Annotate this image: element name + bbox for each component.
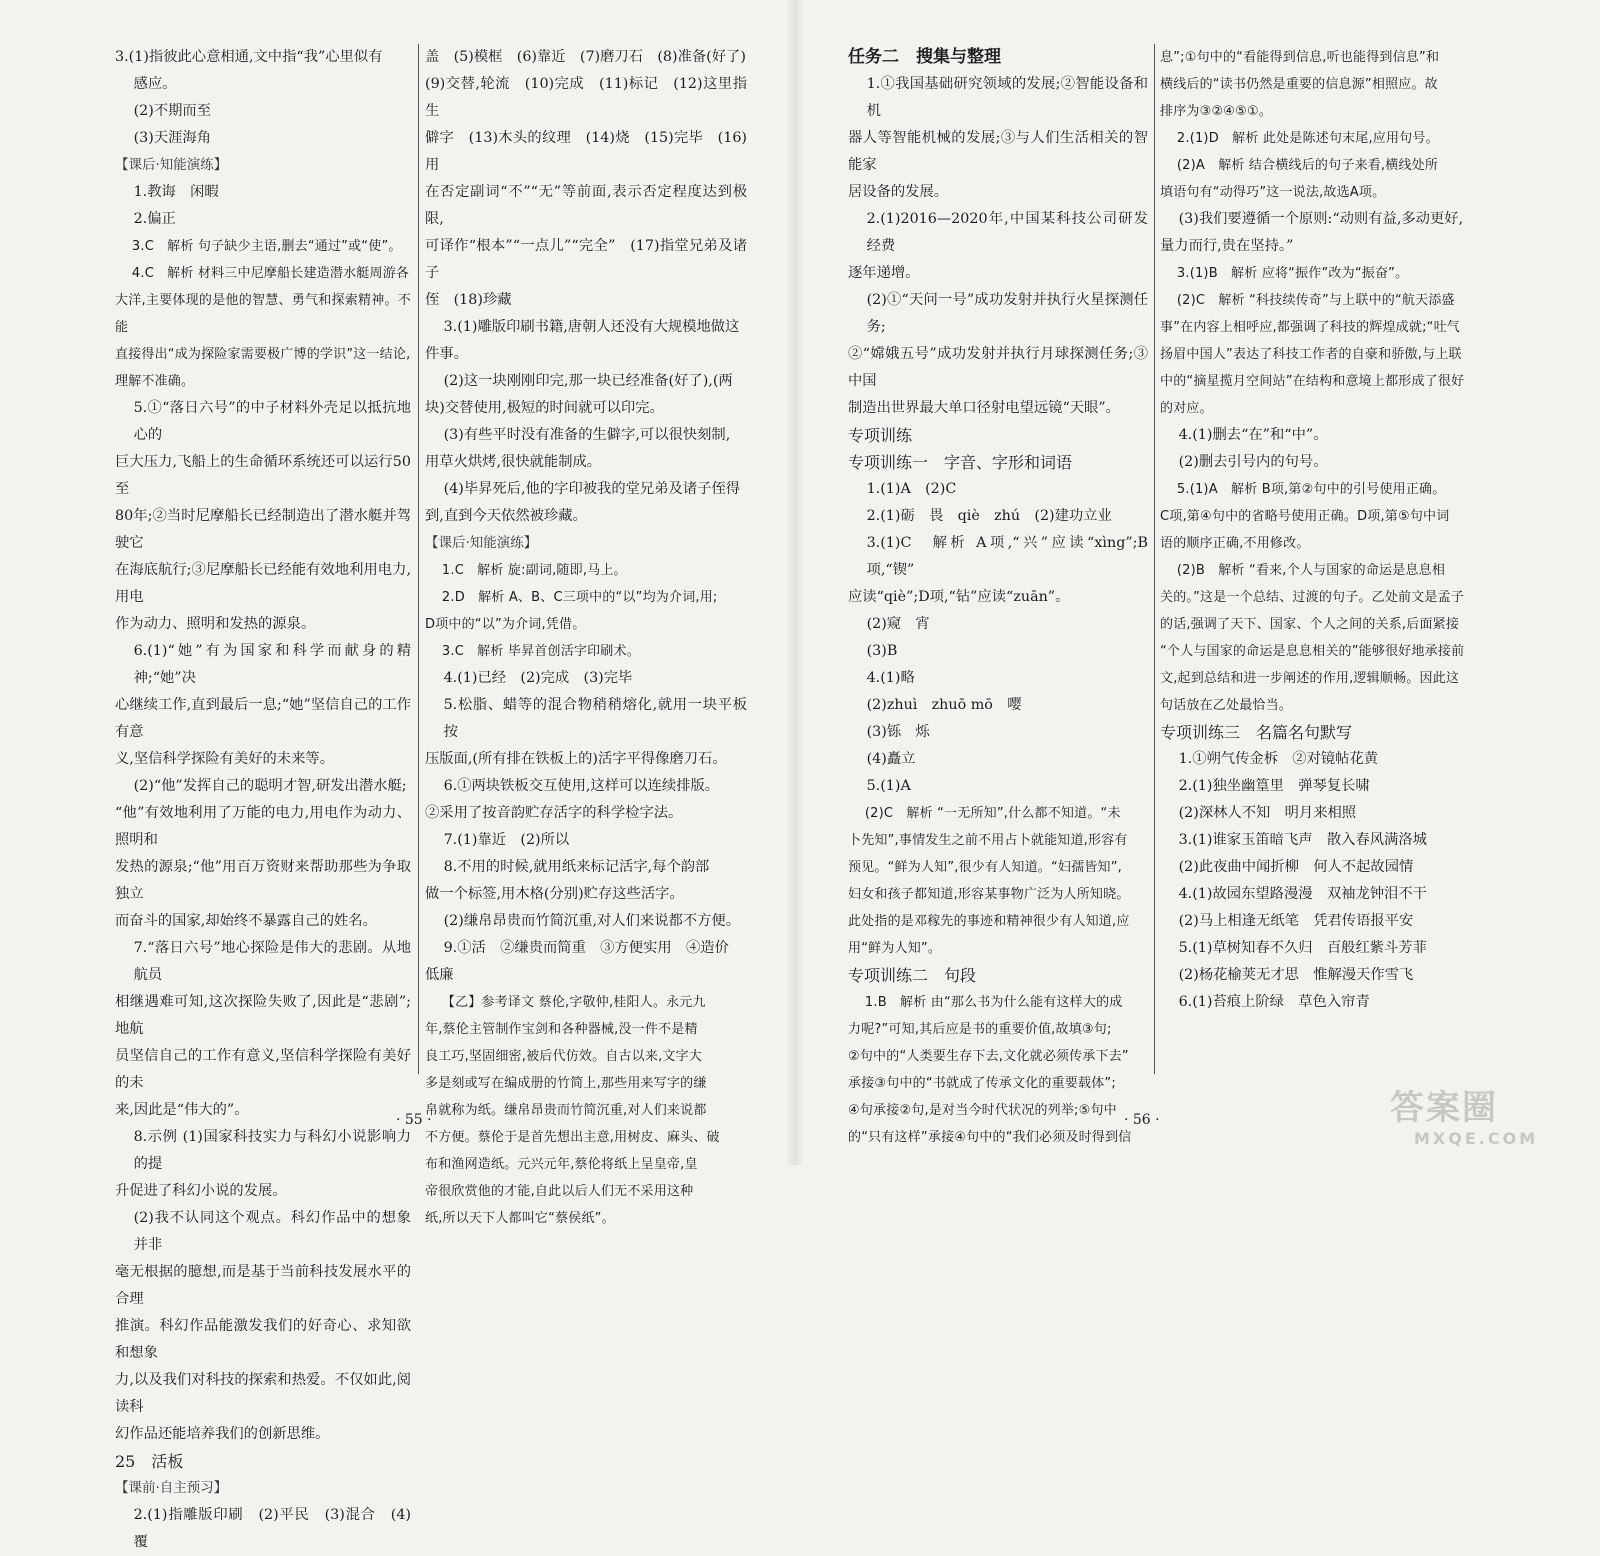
text-line: 力呢?”可知,其后应是书的重要价值,故填③句; <box>848 1022 1112 1037</box>
text-line: 居设备的发展。 <box>848 184 949 200</box>
text-line: 5.松脂、蜡等的混合物稍稍熔化,就用一块平板按 <box>443 697 747 740</box>
lesson-title: 25 活板 <box>115 1452 184 1471</box>
text-line: 1.教诲 闲暇 <box>133 184 219 200</box>
text-line: 幻作品还能培养我们的创新思维。 <box>115 1426 330 1442</box>
text-line: 2.(1)砺 畏 qiè zhú (2)建功立业 <box>866 508 1112 524</box>
column-divider-left <box>418 44 419 1074</box>
section-label: 【课前·自主预习】 <box>115 1480 228 1496</box>
text-line: 7.“落日六号”地心探险是伟大的悲剧。从地航员 <box>133 940 411 983</box>
text-line: 升促进了科幻小说的发展。 <box>115 1183 287 1199</box>
text-line: 卜先知”,事情发生之前不用占卜就能知道,形容有 <box>848 833 1128 848</box>
text-line: ④句承接②句,是对当今时代状况的列举;⑤句中 <box>848 1103 1117 1118</box>
text-line: 1.①我国基础研究领域的发展;②智能设备和机 <box>866 76 1148 119</box>
text-line: 的“只有这样”承接④句中的“我们必须及时得到信 <box>848 1130 1132 1145</box>
text-line: 在否定副词“不”“无”等前面,表示否定程度达到极限, <box>425 184 747 227</box>
text-line: 良工巧,坚固细密,被后代仿效。自古以来,文字大 <box>425 1049 702 1064</box>
text-line: ②“嫦娥五号”成功发射并执行月球探测任务;③中国 <box>848 346 1148 389</box>
text-line: 9.①活 ②缣贵而简重 ③方便实用 ④造价 <box>443 940 729 956</box>
text-line: 4.C 解析 材料三中尼摩船长建造潜水艇周游各 <box>131 266 410 281</box>
text-line: 压版面,(所有排在铁板上的)活字平得像磨刀石。 <box>425 751 727 767</box>
text-line: (3)B <box>866 643 898 659</box>
text-line: (2)C 解析 “一无所知”,什么都不知道。“未 <box>864 806 1121 821</box>
text-line: 【乙】参考译文 蔡伦,字敬仲,桂阳人。永元九 <box>441 995 706 1010</box>
text-line: 关的。”这是一个总结、过渡的句子。乙处前文是孟子 <box>1160 590 1465 605</box>
text-line: 年,蔡伦主管制作宝剑和各种器械,没一件不是精 <box>425 1022 698 1037</box>
text-line: 多是刻或写在编成册的竹简上,那些用来写字的缣 <box>425 1076 707 1091</box>
text-line: (2)缣帛昂贵而竹简沉重,对人们来说都不方便。 <box>443 913 741 929</box>
text-line: 5.(1)草树知春不久归 百般红紫斗芳菲 <box>1178 940 1427 956</box>
text-line: 低廉 <box>425 967 454 983</box>
column-2 <box>425 44 747 1232</box>
text-line: (3)我们要遵循一个原则:“动则有益,多动更好, <box>1178 211 1464 227</box>
text-line: 4.(1)故园东望路漫漫 双袖龙钟泪不干 <box>1178 886 1427 902</box>
text-line: 员坚信自己的工作有意义,坚信科学探险有美好的未 <box>115 1048 411 1091</box>
text-line: 预见。“鲜为人知”,很少有人知道。“妇孺皆知”, <box>848 860 1123 875</box>
text-line: 4.(1)删去“在”和“中”。 <box>1178 427 1328 443</box>
text-line: 件事。 <box>425 346 468 362</box>
text-line: 6.(1)苔痕上阶绿 草色入帘青 <box>1178 994 1370 1010</box>
text-line: 填语句有“动得巧”这一说法,故选A项。 <box>1160 185 1386 200</box>
text-line: 器人等智能机械的发展;③与人们生活相关的智能家 <box>848 130 1148 173</box>
text-line: 8.示例 (1)国家科技实力与科幻小说影响力的提 <box>133 1129 411 1172</box>
text-line: 心继续工作,直到最后一息;“她”坚信自己的工作有意 <box>115 697 411 740</box>
text-line: 推演。科幻作品能激发我们的好奇心、求知欲和想象 <box>115 1318 411 1361</box>
text-line: 妇女和孩子都知道,形容某事物广泛为人所知晓。 <box>848 887 1130 902</box>
text-line: 侄 (18)珍藏 <box>425 292 512 308</box>
text-line: 4.(1)略 <box>866 670 915 686</box>
text-line: (2)窥 宵 <box>866 616 930 632</box>
text-line: (2)杨花榆荚无才思 惟解漫天作雪飞 <box>1178 967 1414 983</box>
text-line: 力,以及我们对科技的探索和热爱。不仅如此,阅读科 <box>115 1372 411 1415</box>
text-line: (2)“他”发挥自己的聪明才智,研发出潜水艇; <box>133 778 407 794</box>
text-line: 6.(1)“她”有为国家和科学而献身的精神;“她”决 <box>133 643 411 686</box>
text-line: 3.(1)指彼此心意相通,文中指“我”心里似有 <box>115 49 383 65</box>
text-line: 3.(1)C 解析 A项,“兴”应读“xìng”;B项,“锲” <box>866 535 1148 578</box>
text-line: “他”有效地利用了万能的电力,用电作为动力、照明和 <box>115 805 411 848</box>
column-4 <box>1160 44 1472 1016</box>
text-line: 相继遇难可知,这次探险失败了,因此是“悲剧”;地航 <box>115 994 411 1037</box>
text-line: 发热的源泉;“他”用百万资财来帮助那些为争取独立 <box>115 859 411 902</box>
text-line: (2)删去引号内的句号。 <box>1178 454 1328 470</box>
text-line: 8.不用的时候,就用纸来标记活字,每个韵部 <box>443 859 710 875</box>
task-heading: 任务二 搜集与整理 <box>848 47 1001 67</box>
text-line: 巨大压力,飞船上的生命循环系统还可以运行50至 <box>115 454 411 497</box>
watermark-logo <box>1390 1080 1570 1150</box>
text-line: 做一个标签,用木格(分别)贮存这些活字。 <box>425 886 684 902</box>
text-line: 用草火烘烤,很快就能制成。 <box>425 454 602 470</box>
text-line: (2)深林人不知 明月来相照 <box>1178 805 1357 821</box>
text-line: 扬眉中国人”表达了科技工作者的自豪和骄傲,与上联 <box>1160 347 1462 362</box>
text-line: 可译作“根本”“一点儿”“完全” (17)指堂兄弟及诸子 <box>425 238 747 281</box>
section-heading: 专项训练三 名篇名句默写 <box>1160 723 1353 742</box>
text-line: 用“鲜为人知”。 <box>848 941 942 956</box>
text-line: C项,第④句中的省略号使用正确。D项,第⑤句中词 <box>1160 509 1450 524</box>
text-line: 感应。 <box>133 76 177 92</box>
text-line: (2)此夜曲中闻折柳 何人不起故园情 <box>1178 859 1414 875</box>
text-line: (3)铄 烁 <box>866 724 930 740</box>
text-line: 理解不准确。 <box>115 374 195 389</box>
section-heading: 专项训练二 句段 <box>848 966 977 985</box>
text-line: 4.(1)已经 (2)完成 (3)完毕 <box>443 670 633 686</box>
text-line: 3.(1)B 解析 应将“振作”改为“振奋”。 <box>1176 266 1409 281</box>
text-line: 3.(1)雕版印刷书籍,唐朝人还没有大规模地做这 <box>443 319 740 335</box>
text-line: 排序为③②④⑤①。 <box>1160 104 1273 119</box>
text-line: 的话,强调了天下、国家、个人之间的关系,后面紧接 <box>1160 617 1460 632</box>
section-heading: 专项训练 <box>848 426 913 445</box>
text-line: 此处指的是邓稼先的事迹和精神很少有人知道,应 <box>848 914 1130 929</box>
book-gutter <box>788 0 802 1165</box>
text-line: 文,起到总结和进一步阐述的作用,逻辑顺畅。因此这 <box>1160 671 1460 686</box>
text-line: 2.D 解析 A、B、C三项中的“以”均为介词,用; <box>441 590 718 605</box>
text-line: 块)交替使用,极短的时间就可以印完。 <box>425 400 664 416</box>
text-line: (2)不期而至 <box>133 103 212 119</box>
text-line: 80年;②当时尼摩船长已经制造出了潜水艇并驾驶它 <box>115 508 411 551</box>
text-line: 句话放在乙处最恰当。 <box>1160 698 1293 713</box>
text-line: 5.(1)A <box>866 778 911 794</box>
text-line: 2.(1)D 解析 此处是陈述句末尾,应用句号。 <box>1176 131 1439 146</box>
text-line: 来,因此是“伟大的”。 <box>115 1102 249 1118</box>
text-line: 2.偏正 <box>133 211 176 227</box>
section-label: 【课后·知能演练】 <box>115 157 228 173</box>
text-line: 僻字 (13)木头的纹理 (14)烧 (15)完毕 (16)用 <box>425 130 747 173</box>
text-line: 直接得出“成为探险家需要极广博的学识”这一结论, <box>115 347 411 362</box>
text-line: (3)天涯海角 <box>133 130 212 146</box>
text-line: 在海底航行;③尼摩船长已经能有效地利用电力,用电 <box>115 562 411 605</box>
text-line: 布和渔网造纸。元兴元年,蔡伦将纸上呈皇帝,皇 <box>425 1157 698 1172</box>
text-line: 1.C 解析 旋:副词,随即,马上。 <box>441 563 627 578</box>
text-line: 1.①朔气传金柝 ②对镜帖花黄 <box>1178 751 1379 767</box>
text-line: 1.(1)A (2)C <box>866 481 957 497</box>
page-number-left: · 55 · <box>396 1112 432 1128</box>
text-line: 盖 (5)模框 (6)靠近 (7)磨刀石 (8)准备(好了) <box>425 49 746 65</box>
text-line: (2)A 解析 结合横线后的句子来看,横线处所 <box>1176 158 1439 173</box>
text-line: 帝很欣赏他的才能,自此以后人们无不采用这种 <box>425 1184 694 1199</box>
text-line: 语的顺序正确,不用修改。 <box>1160 536 1310 551</box>
column-1 <box>115 44 411 1556</box>
column-3 <box>848 44 1148 1151</box>
text-line: 应读“qiè”;D项,“钻”应读“zuān”。 <box>848 589 1070 605</box>
section-heading: 专项训练一 字音、字形和词语 <box>848 453 1073 472</box>
text-line: (3)有些平时没有准备的生僻字,可以很快刻制, <box>443 427 731 443</box>
text-line: (2)zhuì zhuō mō 嘤 <box>866 697 1022 713</box>
text-line: 2.(1)独坐幽篁里 弹琴复长啸 <box>1178 778 1370 794</box>
section-label: 【课后·知能演练】 <box>425 535 538 551</box>
text-line: 6.①两块铁板交互使用,这样可以连续排版。 <box>443 778 720 794</box>
text-line: 5.①“落日六号”的中子材料外壳足以抵抗地心的 <box>133 400 411 443</box>
text-line: 义,坚信科学探险有美好的未来等。 <box>115 751 334 767</box>
text-line: 7.(1)靠近 (2)所以 <box>443 832 570 848</box>
text-line: 2.(1)指雕版印刷 (2)平民 (3)混合 (4)覆 <box>133 1507 411 1550</box>
column-divider-right <box>1154 44 1155 1074</box>
watermark-url: MXQE.COM <box>1414 1129 1539 1148</box>
watermark-text: 答案圈 <box>1390 1088 1498 1128</box>
text-line: 中的“摘星揽月空间站”在结构和意境上都形成了很好 <box>1160 374 1465 389</box>
text-line: 作为动力、照明和发热的源泉。 <box>115 616 316 632</box>
text-line: ②采用了按音韵贮存活字的科学检字法。 <box>425 805 683 821</box>
text-line: D项中的“以”为介词,凭借。 <box>425 617 586 632</box>
text-line: 量力而行,贵在坚持。” <box>1160 238 1294 254</box>
text-line: (2)这一块刚刚印完,那一块已经准备(好了),(两 <box>443 373 733 389</box>
text-line: (4)毕昇死后,他的字印被我的堂兄弟及诸子侄得 <box>443 481 741 497</box>
text-line: 5.(1)A 解析 B项,第②句中的引号使用正确。 <box>1176 482 1446 497</box>
text-line: ②句中的“人类要生存下去,文化就必须传承下去” <box>848 1049 1129 1064</box>
text-line: (2)我不认同这个观点。科幻作品中的想象并非 <box>133 1210 411 1253</box>
text-line: 不方便。蔡伦于是首先想出主意,用树皮、麻头、破 <box>425 1130 720 1145</box>
text-line: “个人与国家的命运是息息相关的”能够很好地承接前 <box>1160 644 1465 659</box>
text-line: (4)矗立 <box>866 751 916 767</box>
text-line: 到,直到今天依然被珍藏。 <box>425 508 587 524</box>
text-line: 3.C 解析 毕昇首创活字印刷术。 <box>441 644 640 659</box>
text-line: 毫无根据的臆想,而是基于当前科技发展水平的合理 <box>115 1264 411 1307</box>
text-line: (2)马上相逢无纸笔 凭君传语报平安 <box>1178 913 1414 929</box>
text-line: 逐年递增。 <box>848 265 920 281</box>
text-line: 息”;①句中的“看能得到信息,听也能得到信息”和 <box>1160 50 1440 65</box>
text-line: 制造出世界最大单口径射电望远镜“天眼”。 <box>848 400 1120 416</box>
text-line: 帛就称为纸。缣帛昂贵而竹简沉重,对人们来说都 <box>425 1103 707 1118</box>
text-line: 纸,所以天下人都叫它“蔡侯纸”。 <box>425 1211 615 1226</box>
text-line: 3.C 解析 句子缺少主语,删去“通过”或“使”。 <box>131 239 402 254</box>
text-line: 而奋斗的国家,却始终不暴露自己的姓名。 <box>115 913 377 929</box>
text-line: 1.B 解析 由“那么书为什么能有这样大的成 <box>864 995 1123 1010</box>
text-line: (2)B 解析 “看来,个人与国家的命运是息息相 <box>1176 563 1446 578</box>
text-line: (2)C 解析 “科技续传奇”与上联中的“航天添盛 <box>1176 293 1455 308</box>
text-line: 2.(1)2016—2020年,中国某科技公司研发经费 <box>866 211 1148 254</box>
text-line: (9)交替,轮流 (10)完成 (11)标记 (12)这里指生 <box>425 76 747 119</box>
text-line: 的对应。 <box>1160 401 1213 416</box>
text-line: 3.(1)谁家玉笛暗飞声 散入春风满洛城 <box>1178 832 1427 848</box>
page-number-right: · 56 · <box>1124 1112 1160 1128</box>
text-line: 大洋,主要体现的是他的智慧、勇气和探索精神。不能 <box>115 293 411 335</box>
text-line: 承接③句中的“书就成了传承文化的重要载体”; <box>848 1076 1116 1091</box>
text-line: (2)①“天问一号”成功发射并执行火星探测任务; <box>866 292 1148 335</box>
text-line: 横线后的“读书仍然是重要的信息源”相照应。故 <box>1160 77 1438 92</box>
text-line: 事”在内容上相呼应,都强调了科技的辉煌成就;“吐气 <box>1160 320 1460 335</box>
